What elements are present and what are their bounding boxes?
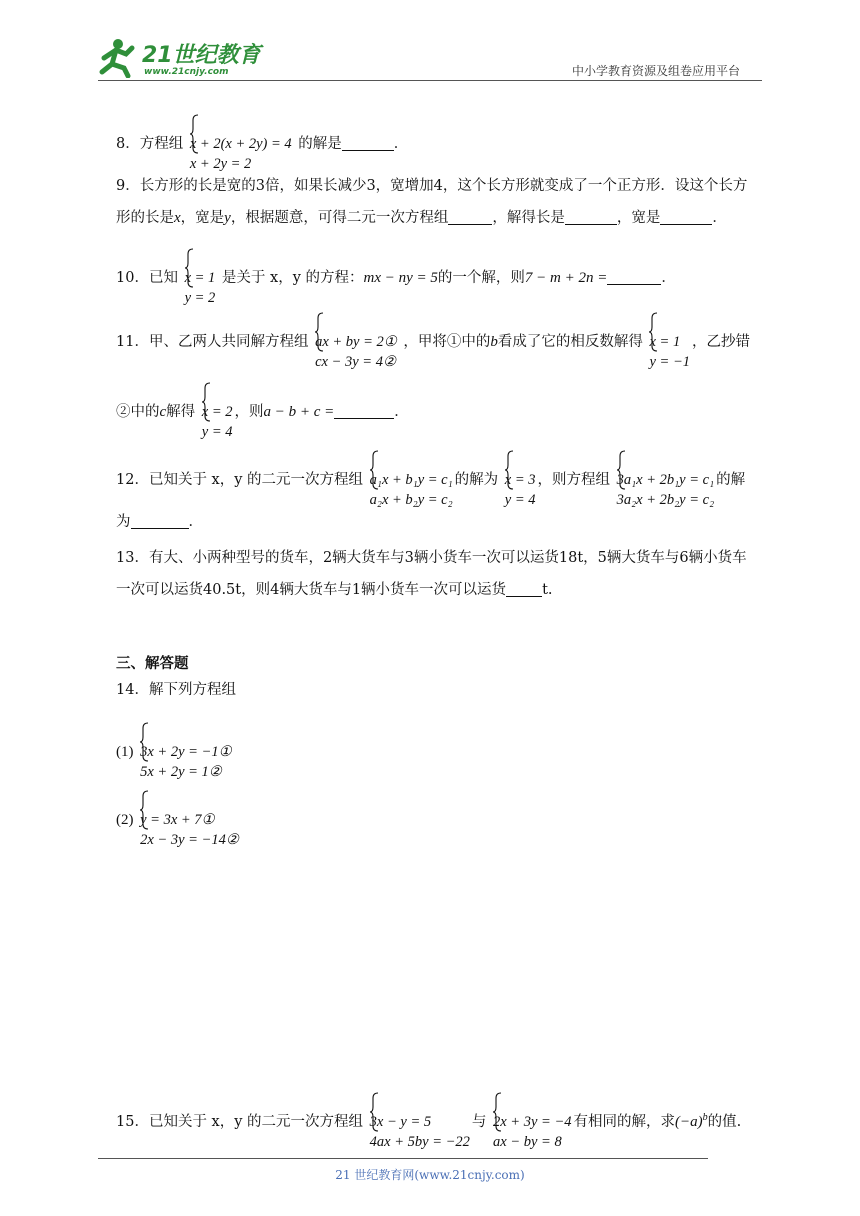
runner-logo-icon (96, 36, 266, 78)
question-14-part-2: (2) y = 3x + 7① 2x − 3y = −14② (116, 790, 241, 850)
logo (96, 36, 266, 78)
q14-system-2: y = 3x + 7① 2x − 3y = −14② (140, 790, 239, 850)
question-11-line-2: ②中的c解得 x = 2 y = 4 ，则a − b + c = ． (116, 382, 409, 442)
q12-solution: x = 3 y = 4 (505, 450, 536, 510)
q8-system: x + 2(x + 2y) = 4 x + 2y = 2 (190, 114, 292, 174)
q15-system-1: 3x − y = 5 4ax + 5by = −22 (370, 1092, 470, 1152)
question-11-line-1: 11．甲、乙两人共同解方程组 ax + by = 2① cx − 3y = 4② ，甲将①中的b看成了它的相反数解得 x = 1 y = −1 ，乙抄错 (116, 312, 750, 372)
question-14-part-1: (1) 3x + 2y = −1① 5x + 2y = 1② (116, 722, 234, 782)
question-12-line-2: 为 ． (116, 514, 203, 530)
q12-system-2: 3a₁x + 2b₁y = c₁ 3a₂x + 2b₂y = c₂ (617, 450, 715, 510)
q11-system: ax + by = 2① cx − 3y = 4② (315, 312, 397, 372)
q14-system-1: 3x + 2y = −1① 5x + 2y = 1② (140, 722, 231, 782)
section-heading: 三、解答题 (116, 656, 189, 672)
answer-blank (334, 402, 394, 419)
q10-system: x = 1 y = 2 (185, 248, 216, 308)
svg-text:www.21cnjy.com: www.21cnjy.com (144, 67, 229, 77)
footer-divider (98, 1158, 708, 1159)
question-14-title: 14．解下列方程组 (116, 682, 236, 698)
q11-jia-solution: x = 1 y = −1 (649, 312, 690, 372)
answer-blank (607, 268, 661, 285)
answer-blank (565, 208, 617, 225)
answer-blank (506, 580, 542, 597)
answer-blank (660, 208, 712, 225)
answer-blank (448, 208, 492, 225)
q11-yi-solution: x = 2 y = 4 (202, 382, 233, 442)
question-10: 10．已知 x = 1 y = 2 是关于 x，y 的方程：mx − ny = 5的一个解，则7 − m + 2n = ． (116, 248, 676, 308)
q12-system-1: a₁x + b₁y = c₁ a₂x + b₂y = c₂ (370, 450, 453, 510)
question-15: 15．已知关于 x，y 的二元一次方程组 3x − y = 5 4ax + 5by = −22 与 2x + 3y = −4 ax − by = 8 有相同的解，求$(-a)^b$的值. (116, 1092, 741, 1152)
answer-blank (131, 512, 189, 529)
svg-text:21世纪教育: 21世纪教育 (142, 43, 261, 68)
question-8: 8．方程组 x + 2(x + 2y) = 4 x + 2y = 2 的解是 ． (116, 114, 408, 174)
answer-blank (342, 134, 394, 151)
q15-system-2: 2x + 3y = −4 ax − by = 8 (493, 1092, 571, 1152)
header-divider (98, 80, 762, 81)
question-13-line-1: 13．有大、小两种型号的货车，2辆大货车与3辆小货车一次可以运货18t，5辆大货车与6辆小货车 (116, 550, 747, 566)
question-9-line-1: 9．长方形的长是宽的3倍，如果长减少3，宽增加4，这个长方形就变成了一个正方形．设这个长方 (116, 178, 748, 194)
header-platform-text: 中小学教育资源及组卷应用平台 (572, 64, 741, 78)
question-9-line-2: 形的长是x，宽是y，根据题意，可得二元一次方程组 ，解得长是 ，宽是 ． (116, 210, 727, 226)
footer-text: 21 世纪教育网(www.21cnjy.com) (335, 1168, 525, 1182)
question-12-line-1: 12．已知关于 x，y 的二元一次方程组 a₁x + b₁y = c₁ a₂x + b₂y = c₂ 的解为 x = 3 y = 4 ，则方程组 3a₁x + 2b₁y = c₁ 3a₂x + 2b₂y = c₂ 的解 (116, 450, 745, 510)
question-13-line-2: 一次可以运货40.5t，则4辆大货车与1辆小货车一次可以运货 t. (116, 582, 553, 598)
